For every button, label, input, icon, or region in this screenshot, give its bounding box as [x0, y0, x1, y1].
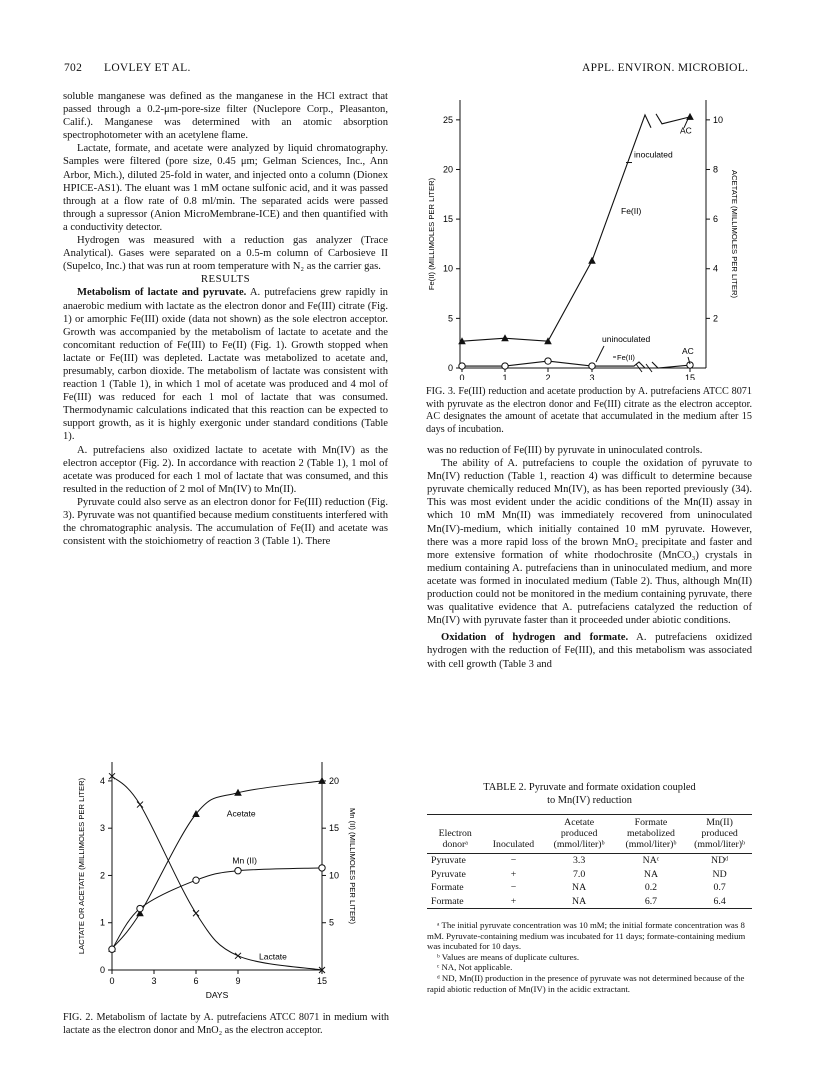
- data-point: [193, 877, 199, 883]
- x-tick-label: 15: [316, 976, 328, 986]
- data-point: [501, 334, 509, 341]
- paragraph: A. putrefaciens also oxidized lactate to acetate with Mn(IV) as the electron acceptor (Fig. 2). In accordance with reaction 2 (Table 1), 1 mol of acetate was produced for each 1 mol of lactate that was consumed, and this resulted in the reduction of 2 mol of Mn(IV) to Mn(II).: [63, 444, 388, 495]
- table2-footnotes: [427, 920, 752, 994]
- table2-title-line1: TABLE 2. Pyruvate and formate oxidation coupled: [483, 782, 696, 793]
- annotation-series-label: Fe(II): [617, 353, 635, 362]
- y-right-tick-label: 5: [329, 917, 335, 928]
- y-right-tick-label: 20: [329, 775, 340, 786]
- data-point: [589, 363, 595, 369]
- table-row: [427, 868, 752, 882]
- fig2-chart: [66, 752, 386, 1014]
- series-line: [112, 781, 322, 949]
- data-point: [319, 865, 325, 871]
- table-cell: NA: [572, 882, 587, 893]
- table-cell: Pyruvate: [431, 855, 466, 866]
- table-cell: +: [510, 868, 517, 880]
- y-right-tick-label: 8: [713, 164, 719, 175]
- annotation-series-label: Fe(II): [621, 206, 642, 217]
- data-point: [109, 946, 115, 952]
- x-tick-label: 6: [193, 976, 199, 986]
- y-right-tick-label: 6: [713, 214, 719, 225]
- y-left-tick-label: 20: [442, 164, 453, 175]
- table-row: [427, 895, 752, 909]
- y-left-tick-label: 25: [442, 114, 453, 125]
- table-cell: NDᵈ: [711, 855, 729, 866]
- footnote: ᶜ NA, Not applicable.: [437, 962, 513, 973]
- subsection-lead: Oxidation of hydrogen and formate.: [441, 632, 629, 644]
- paragraph: soluble manganese was defined as the manganese in the HCl extract that passed through a 0.2-μm-pore-size filter (Nuclepore Corp., Pleasanton, Calif.). Manganese was determined with an atomic absorption spectrophotometer with an acetylene flame.: [63, 91, 388, 142]
- x-tick-label: 2: [545, 373, 551, 380]
- y-right-tick-label: 10: [329, 870, 340, 881]
- table-cell: 6.7: [644, 895, 658, 907]
- y-left-tick-label: 5: [447, 313, 453, 324]
- table2-body: [427, 854, 752, 909]
- fig3-chart: [420, 88, 756, 380]
- y-left-tick-label: 0: [447, 363, 453, 373]
- table-row: [427, 881, 752, 895]
- paragraph: Hydrogen was measured with a reduction gas analyzer (Trace Analytical). Gases were separated on a 0.5-m column of Carbosieve II (Supelco, Inc.) that was run at room temperature with N₂ as the carrier gas.: [63, 235, 388, 273]
- column-header: Inoculated: [483, 815, 543, 854]
- table2-title-line2: to Mn(IV) reduction: [547, 794, 632, 806]
- x-tick-label: 0: [459, 373, 465, 380]
- running-head-authors: LOVLEY ET AL.: [104, 62, 191, 74]
- footnote: ᵇ Values are means of duplicate cultures.: [437, 951, 580, 962]
- fig3-plot: [427, 100, 739, 380]
- fig3-caption: FIG. 3. Fe(III) reduction and acetate production by A. putrefaciens ATCC 8071 with pyruvate as the electron donor and Fe(III) citrate as the electron acceptor. AC designates the amount of acetate that accumulated in the medium after 15 days of incubation.: [426, 386, 752, 435]
- table-row: [427, 854, 752, 868]
- series-line: [462, 114, 690, 341]
- x-tick-label: 1: [502, 373, 508, 380]
- right-column: [427, 444, 752, 671]
- series-label: Mn (II): [232, 855, 257, 866]
- y-right-axis-label: Mn (II) (MILLIMOLES PER LITER): [348, 807, 357, 925]
- paragraph: [427, 631, 752, 670]
- data-point: [459, 363, 465, 369]
- data-point: [588, 257, 596, 264]
- table-cell: NA: [572, 895, 587, 907]
- x-tick-label: 0: [109, 976, 115, 986]
- y-left-tick-label: 15: [442, 214, 453, 225]
- table-cell: 0.7: [713, 882, 726, 893]
- annotation-ac: AC: [682, 346, 694, 356]
- table-cell: −: [510, 855, 517, 866]
- page-number: 702: [64, 62, 83, 74]
- y-left-tick-label: 10: [442, 263, 453, 274]
- x-tick-label: 3: [151, 976, 157, 986]
- y-right-tick-label: 2: [713, 313, 719, 324]
- column-header: Formate metabolized (mmol/liter)ᵇ: [615, 815, 687, 854]
- table-cell: ND: [712, 868, 727, 880]
- table-cell: Formate: [431, 882, 464, 893]
- table-cell: 3.3: [572, 855, 586, 866]
- data-point: [502, 363, 508, 369]
- series-label: Acetate: [226, 808, 256, 819]
- table-cell: 6.4: [713, 895, 726, 907]
- data-point: [137, 802, 143, 808]
- y-left-tick-label: 3: [99, 823, 105, 834]
- fig2-plot: [77, 762, 357, 1000]
- paragraph: Lactate, formate, and acetate were analyzed by liquid chromatography. Samples were filtered (pore size, 0.45 μm; Gelman Sciences, Inc., Ann Arbor, Mich.), diluted 25-fold in water, and injected onto a column (Dionex HPICE-AS1). The eluant was 1 mM octane sulfonic acid, and it was passed through at a flow rate of 0.8 ml/min. The separated acids were passed through a supressor (Anion MicroMembrane-ICE) and then quantified with a conductivity detector.: [63, 143, 388, 233]
- annotation-leader: [596, 346, 604, 362]
- series-label: Lactate: [259, 951, 287, 962]
- footnote: ᵃ The initial pyruvate concentration was 10 mM; the initial formate concentration was 8 mM. Pyruvate-containing medium was incubated for 11 days; formate-containing medium was incubated for 10 days.: [427, 920, 746, 952]
- data-point: [137, 905, 143, 911]
- subsection-lead: Metabolism of lactate and pyruvate.: [77, 287, 247, 299]
- paragraph: The ability of A. putrefaciens to couple the oxidation of pyruvate to Mn(IV) reduction (Table 1, reaction 4) was difficult to determine because pyruvate chemically reduced Mn(IV), as has been reported previously (34). This was most evident under the acidic conditions of the Mn(II) assay in which 10 mM Mn(II) was immediately recovered from uninoculated Mn(IV)-medium, which initially contained 10 mM pyruvate. However, there was a more rapid loss of the brown MnO₂ precipitate and faster and more extensive formation of white rhodochrosite (MnCO₃) crystals in medium containing A. putrefaciens than in uninoculated medium, and more acetate was formed in inoculated medium (Table 2). Thus, although Mn(II) production could not be monitored in the medium containing pyruvate, there was qualitative evidence that A. putrefaciens catalyzed the reduction of Mn(IV) with pyruvate faster than it proceeded under abiotic conditions.: [427, 458, 752, 627]
- data-point: [193, 910, 199, 916]
- footnote: ᵈ ND, Mn(II) production in the presence of pyruvate was not determined because of the rapid abiotic reduction of Mn(IV) in the acidic extractant.: [427, 972, 745, 994]
- y-right-axis-label: ACETATE (MILLIMOLES PER LITER): [730, 170, 739, 298]
- column-header: Electron donorᵃ: [427, 815, 483, 854]
- y-left-tick-label: 0: [99, 965, 105, 975]
- column-header: Mn(II) produced (mmol/liter)ᵇ: [687, 815, 752, 854]
- y-right-tick-label: 10: [713, 114, 724, 125]
- table-cell: NA: [643, 868, 659, 880]
- data-point: [686, 113, 694, 120]
- x-axis-label: DAYS: [205, 990, 229, 1000]
- paragraph-text: A. putrefaciens grew rapidly in anaerobic medium with lactate as the electron donor and Fe(III) citrate (Fig. 1) or amorphic Fe(III) oxide (data not shown) as the sole electron acceptor. Growth was accompanied by the metabolism of lactate to acetate and the concomitant reduction of Fe(III) to Fe(II) (Fig. 1). Growth stopped when lactate or Fe(III) was depleted. Lactate was metabolized to acetate and, presumably, carbon dioxide. The metabolism of lactate was consistent with reaction 1 (Table 1), in which 1 mol of acetate was produced and 4 mol of Fe(III) was reduced for each 1 mol of lactate that was consumed. Thermodynamic calculations indicated that this reaction can be expected to support growth, as it is highly exergonic under standard conditions (Table 1).: [63, 287, 388, 443]
- left-column: [63, 90, 388, 548]
- y-left-axis-label: Fe(II) (MILLIMOLES PER LITER): [427, 177, 436, 291]
- data-point: [235, 953, 241, 959]
- paragraph-text: A. putrefaciens oxidized hydrogen with the reduction of Fe(III), and this metabolism was associated with cell growth (Table 3 and: [427, 632, 752, 670]
- table-cell: NAᶜ: [642, 855, 660, 866]
- table-cell: Formate: [431, 895, 464, 907]
- table-cell: Pyruvate: [431, 868, 466, 880]
- section-heading: RESULTS: [200, 273, 251, 286]
- x-tick-label: 3: [589, 373, 595, 380]
- annotation-uninoculated: uninoculated: [602, 334, 651, 344]
- paragraph: was no reduction of Fe(III) by pyruvate in uninoculated controls.: [427, 445, 703, 456]
- x-tick-label: 15: [684, 373, 696, 380]
- table-cell: +: [510, 895, 517, 907]
- data-point: [235, 868, 241, 874]
- y-left-tick-label: 4: [99, 775, 105, 786]
- x-tick-label: 9: [235, 976, 241, 986]
- y-right-tick-label: 15: [329, 823, 340, 834]
- series-line: [462, 361, 690, 368]
- table-header-row: [427, 815, 752, 854]
- annotation-ac: AC: [680, 125, 692, 136]
- annotation-inoculated: inoculated: [634, 149, 673, 160]
- y-left-tick-label: 1: [99, 917, 105, 928]
- data-point: [545, 358, 551, 364]
- running-head-journal: APPL. ENVIRON. MICROBIOL.: [582, 62, 749, 74]
- table-cell: 0.2: [644, 882, 658, 893]
- y-left-axis-label: LACTATE OR ACETATE (MILLIMOLES PER LITER): [77, 777, 86, 955]
- y-left-tick-label: 2: [99, 870, 105, 881]
- table2-title: [427, 782, 752, 807]
- column-header: Acetate produced (mmol/liter)ᵇ: [544, 815, 615, 854]
- table-cell: −: [510, 882, 517, 893]
- fig2-caption: FIG. 2. Metabolism of lactate by A. putrefaciens ATCC 8071 in medium with lactate as the electron donor and MnO₂ as the electron acceptor.: [63, 1012, 389, 1036]
- table2: [427, 814, 752, 909]
- y-right-tick-label: 4: [713, 263, 719, 274]
- paragraph: [63, 286, 388, 443]
- table-cell: 7.0: [572, 868, 586, 880]
- paragraph: Pyruvate could also serve as an electron donor for Fe(III) reduction (Fig. 3). Pyruvate was not quantified because medium constituents interfered with the chromatographic analysis. The accumulation of Fe(II) and acetate was consistent with the stoichiometry of reaction 3 (Table 1). There: [63, 496, 388, 548]
